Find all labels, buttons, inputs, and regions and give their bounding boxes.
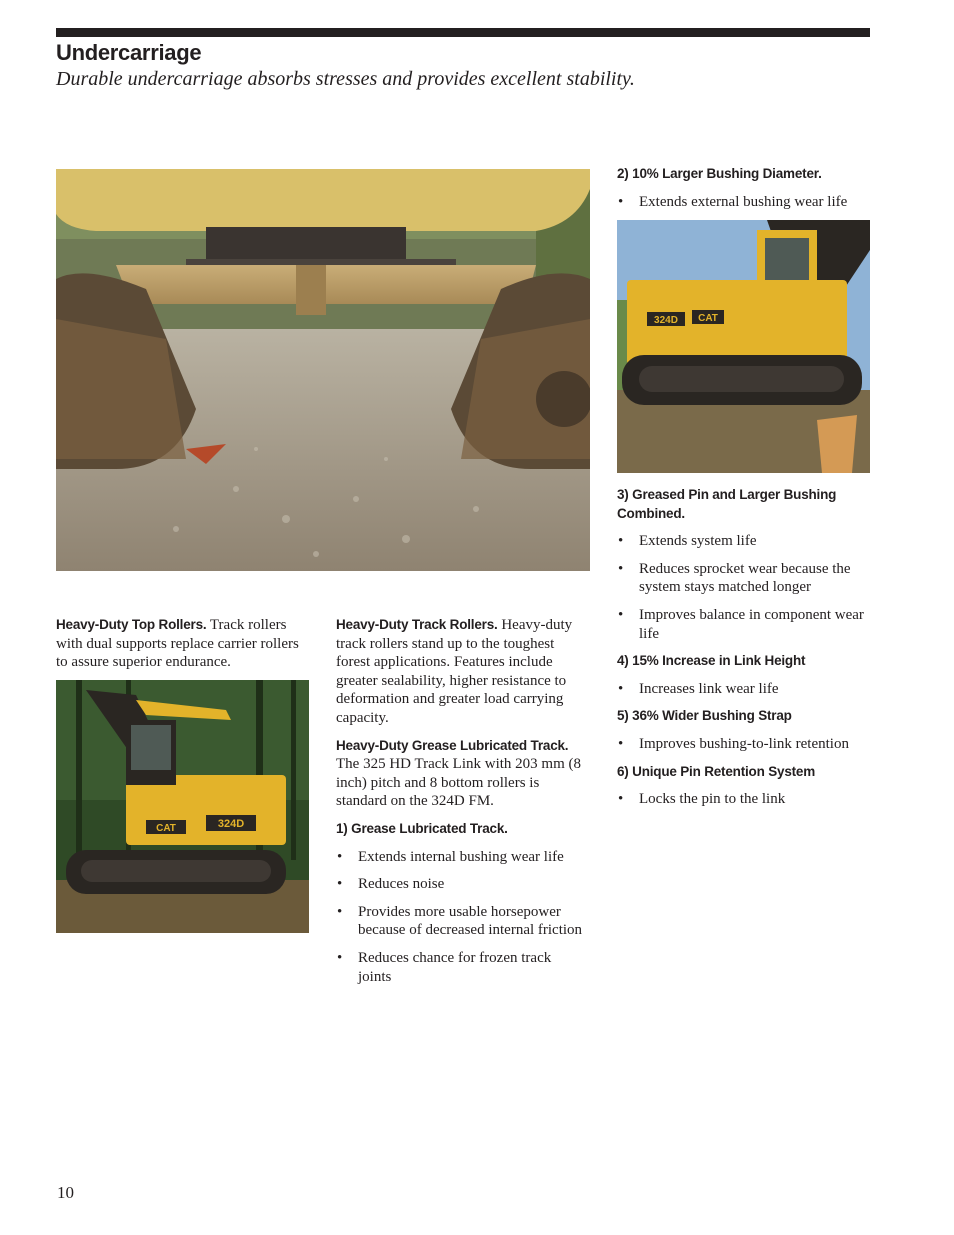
- model-badge-right: 324D: [654, 315, 678, 326]
- list-item: • Provides more usable horsepower because of decreased internal friction: [336, 903, 588, 940]
- section-4-list: [617, 680, 870, 699]
- section-6-list: [617, 790, 870, 809]
- top-rollers-paragraph: [56, 616, 311, 672]
- page-title: Undercarriage: [56, 40, 202, 65]
- top-rule: [56, 28, 870, 37]
- section-2-list: [617, 193, 870, 212]
- tracked-excavator-photo: [617, 220, 870, 473]
- grease-track-lead: Heavy-Duty Grease Lubricated Track.: [336, 737, 569, 753]
- section-6-heading: 6) Unique Pin Retention System: [617, 763, 816, 779]
- grease-track-text: The 325 HD Track Link with 203 mm (8 inch) pitch and 8 bottom rollers is standard on the 324D FM.: [336, 756, 581, 810]
- list-item: • Extends external bushing wear life: [617, 193, 870, 212]
- list-item: • Reduces sprocket wear because the system stays matched longer: [617, 560, 870, 597]
- track-rollers-paragraph: [336, 616, 588, 728]
- list-item: • Improves bushing-to-link retention: [617, 735, 870, 754]
- section-1-heading: 1) Grease Lubricated Track.: [336, 820, 508, 836]
- model-badge-left: 324D: [217, 818, 245, 830]
- list-item: • Reduces noise: [336, 875, 588, 894]
- top-rollers-lead: Heavy-Duty Top Rollers.: [56, 617, 207, 632]
- undercarriage-photo: [56, 169, 590, 571]
- page-subtitle: Durable undercarriage absorbs stresses and provides excellent stability.: [56, 68, 635, 90]
- column-3-lower: [617, 486, 870, 818]
- track-rollers-text: Heavy-duty track rollers stand up to the toughest forest applications. Features include greater sealability, higher resistance to deformation and greater load carrying capacity.: [336, 617, 573, 726]
- cat-badge-right: CAT: [698, 313, 718, 324]
- column-1: [56, 616, 311, 681]
- section-5-list: [617, 735, 870, 754]
- list-item: • Reduces chance for frozen track joints: [336, 949, 588, 986]
- column-3: [617, 165, 870, 220]
- list-item: • Extends internal bushing wear life: [336, 848, 588, 867]
- section-2-heading: 2) 10% Larger Bushing Diameter.: [617, 166, 822, 181]
- list-item: • Improves balance in component wear life: [617, 606, 870, 643]
- grease-track-paragraph: [336, 737, 588, 811]
- section-3-list: [617, 532, 870, 643]
- track-rollers-lead: Heavy-Duty Track Rollers.: [336, 617, 498, 632]
- column-2: [336, 616, 588, 995]
- cat-badge-left: CAT: [156, 823, 176, 834]
- top-rollers-text: Track rollers with dual supports replace carrier rollers to assure superior endurance.: [56, 617, 299, 671]
- section-3-heading: 3) Greased Pin and Larger Bushing Combined.: [617, 487, 837, 521]
- page-number: 10: [57, 1183, 74, 1202]
- list-item: • Locks the pin to the link: [617, 790, 870, 809]
- forest-excavator-photo: [56, 680, 309, 933]
- section-5-heading: 5) 36% Wider Bushing Strap: [617, 708, 792, 724]
- section-1-list: [336, 848, 588, 987]
- section-4-heading: 4) 15% Increase in Link Height: [617, 653, 806, 669]
- list-item: • Extends system life: [617, 532, 870, 551]
- list-item: • Increases link wear life: [617, 680, 870, 699]
